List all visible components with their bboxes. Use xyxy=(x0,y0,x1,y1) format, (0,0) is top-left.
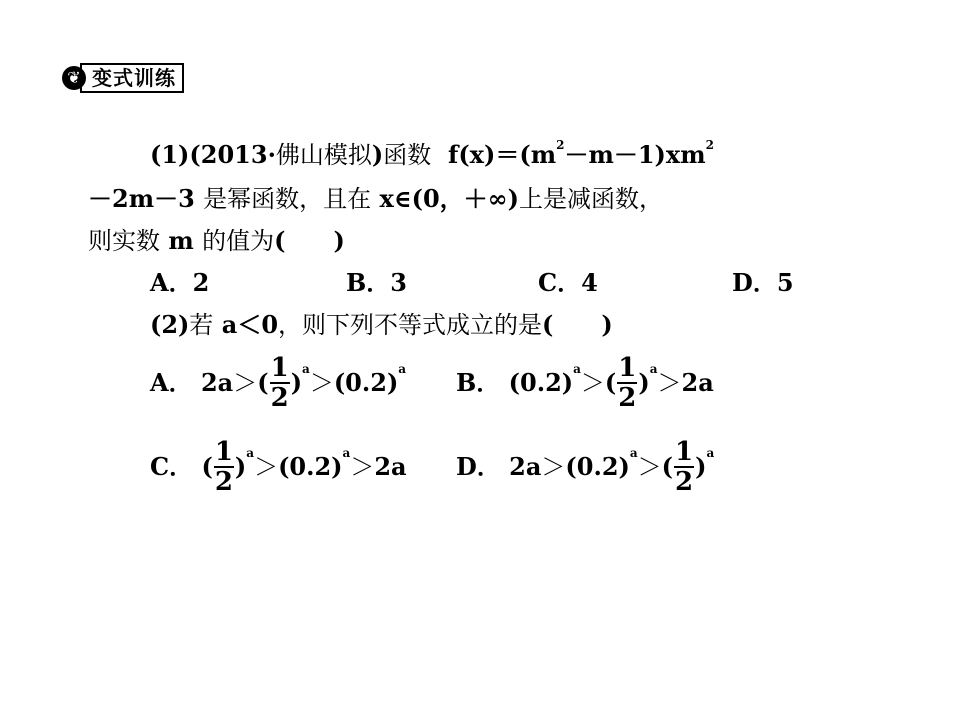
q1-options xyxy=(150,268,800,298)
leaf-logo-icon: ❦ xyxy=(62,66,86,90)
term-2a: 2a xyxy=(681,368,714,397)
fraction-numerator: 1 xyxy=(214,437,233,467)
paren-close: ) xyxy=(234,452,247,481)
q1-formula-c: －2m－3 xyxy=(88,184,195,213)
q2-stem xyxy=(150,310,613,340)
option-letter: A． xyxy=(150,368,193,397)
option-value: 2 xyxy=(192,268,210,297)
q2-condition: a＜0 xyxy=(221,310,279,339)
q1-prefix-close: ) xyxy=(371,140,384,169)
option-value: 3 xyxy=(390,268,407,297)
fraction-denominator: 2 xyxy=(675,467,694,497)
q2-if: 若 xyxy=(189,311,214,339)
option-letter: B． xyxy=(346,268,391,297)
greater-than: ＞ xyxy=(309,369,334,397)
fraction-numerator: 1 xyxy=(675,437,694,467)
q1-text-value: 的值为 xyxy=(202,227,275,255)
fraction-one-half xyxy=(214,438,234,496)
term-decimal: (0.2) xyxy=(278,452,343,481)
paren-close: ) xyxy=(638,368,650,397)
exponent-a: a xyxy=(649,362,658,376)
fraction-denominator: 2 xyxy=(214,467,233,497)
fraction-one-half xyxy=(674,438,694,496)
exponent-a: a xyxy=(246,446,255,460)
section-title: 变式训练 xyxy=(80,63,184,93)
exponent-a: a xyxy=(302,362,310,376)
q2-option-d xyxy=(456,434,714,500)
q1-var-m: m xyxy=(168,226,194,255)
section-header xyxy=(62,63,184,93)
q1-formula-a: f(x)＝(m xyxy=(448,140,557,169)
paren-close: ) xyxy=(695,452,707,481)
q1-text-power: 是幂函数，且在 xyxy=(203,185,372,213)
fraction-one-half xyxy=(270,354,290,412)
option-letter: C． xyxy=(538,268,582,297)
q1-exponent-2: 2 xyxy=(705,138,714,152)
option-letter: A． xyxy=(150,268,193,297)
fraction-denominator: 2 xyxy=(618,383,637,413)
exponent-a: a xyxy=(573,362,581,376)
option-value: 4 xyxy=(581,268,598,297)
q1-source: 佛山模拟 xyxy=(275,141,372,169)
option-letter: B． xyxy=(456,368,501,397)
paren-open: ( xyxy=(201,452,213,481)
q1-func-word: 函数 xyxy=(383,141,432,169)
q1-option-b xyxy=(346,268,407,298)
fraction-one-half xyxy=(617,354,637,412)
q2-prefix: (2) xyxy=(150,310,190,339)
greater-than: ＞ xyxy=(350,453,375,481)
q2-option-a xyxy=(150,350,406,416)
q2-option-c xyxy=(150,434,407,500)
q1-interval: x∈(0，＋∞) xyxy=(379,184,519,213)
q1-option-a xyxy=(150,268,209,298)
term-decimal: (0.2) xyxy=(508,368,574,397)
greater-than: ＞ xyxy=(233,369,258,397)
greater-than: ＞ xyxy=(541,453,566,481)
q1-text-real: 则实数 xyxy=(88,227,160,255)
q1-option-c xyxy=(538,268,598,298)
q1-text-decreasing: 上是减函数， xyxy=(519,185,663,213)
q1-line-2 xyxy=(88,184,663,214)
term-decimal: (0.2) xyxy=(333,368,399,397)
term-decimal: (0.2) xyxy=(565,452,630,481)
fraction-denominator: 2 xyxy=(270,383,289,413)
q1-formula-b: －m－1)xm xyxy=(564,140,706,169)
exponent-a: a xyxy=(342,446,351,460)
term-2a: 2a xyxy=(509,452,542,481)
greater-than: ＞ xyxy=(637,453,662,481)
exponent-a: a xyxy=(706,446,715,460)
option-letter: D． xyxy=(732,268,777,297)
q2-option-b xyxy=(456,350,714,416)
option-value: 5 xyxy=(776,268,794,297)
fraction-numerator: 1 xyxy=(270,353,289,383)
option-letter: C． xyxy=(150,452,194,481)
q1-option-d xyxy=(732,268,794,298)
greater-than: ＞ xyxy=(657,369,682,397)
exponent-a: a xyxy=(629,446,638,460)
q2-text: ，则下列不等式成立的是 xyxy=(278,311,543,339)
q1-blank: ( ) xyxy=(274,226,345,255)
paren-open: ( xyxy=(257,368,269,397)
paren-close: ) xyxy=(290,368,303,397)
q1-exponent-1: 2 xyxy=(556,138,565,152)
greater-than: ＞ xyxy=(254,453,279,481)
fraction-numerator: 1 xyxy=(618,353,637,383)
paren-open: ( xyxy=(604,368,617,397)
term-2a: 2a xyxy=(200,368,234,397)
q1-prefix: (1)(2013· xyxy=(150,140,276,169)
q1-line-3 xyxy=(88,226,345,256)
greater-than: ＞ xyxy=(580,369,605,397)
q1-line-1 xyxy=(150,140,714,174)
term-2a: 2a xyxy=(374,452,407,481)
option-letter: D． xyxy=(456,452,501,481)
paren-open: ( xyxy=(661,452,674,481)
exponent-a: a xyxy=(398,362,407,376)
q2-blank: ( ) xyxy=(542,310,613,339)
